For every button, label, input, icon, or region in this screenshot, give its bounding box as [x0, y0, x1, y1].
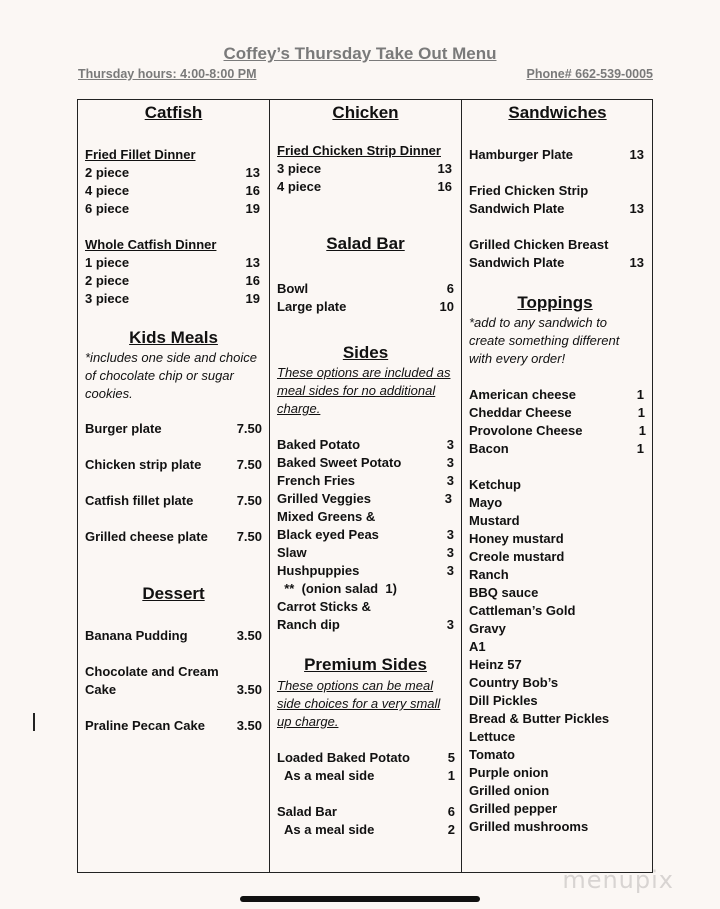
menu-item-label: Fried Chicken Strip	[469, 183, 589, 198]
topping-item: Mayo	[469, 495, 503, 510]
menu-item-label: Ranch dip	[277, 617, 340, 632]
menu-item-price: 7.50	[236, 457, 262, 472]
menu-item-label: Salad Bar	[277, 804, 337, 819]
menu-item-label: Sandwich Plate	[469, 201, 565, 216]
text-cursor	[33, 713, 35, 731]
menu-item-label: Hushpuppies	[277, 563, 360, 578]
menu-item-price: 16	[245, 273, 260, 288]
menu-item-price: 16	[245, 183, 260, 198]
topping-item: Heinz 57	[469, 657, 522, 672]
menu-item-label: Burger plate	[85, 421, 162, 436]
menu-item-label: Catfish fillet plate	[85, 493, 194, 508]
phone-text: Phone# 662-539-0005	[526, 67, 653, 81]
topping-item: BBQ sauce	[469, 585, 539, 600]
topping-item: Country Bob’s	[469, 675, 559, 690]
menu-item-label: As a meal side	[284, 768, 375, 783]
premium-sides-heading: Premium Sides	[304, 655, 427, 674]
menu-item-label: Black eyed Peas	[277, 527, 379, 542]
menu-item-price: 13	[437, 161, 452, 176]
menu-item-label: Praline Pecan Cake	[85, 718, 205, 733]
menu-item-price: 1	[637, 405, 645, 420]
topping-item: Grilled mushrooms	[469, 819, 589, 834]
kids-note: *includes one side and choice	[85, 350, 258, 365]
menu-item-price: 3	[446, 563, 454, 578]
menu-item-price: 3.50	[236, 682, 262, 697]
menu-item-label: Grilled Chicken Breast	[469, 237, 609, 252]
menu-item-price: 19	[245, 291, 260, 306]
menu-item-label: Bowl	[277, 281, 309, 296]
menu-item-price: 16	[437, 179, 452, 194]
sides-heading: Sides	[342, 343, 389, 362]
column-divider	[269, 99, 270, 873]
menu-item-label: Grilled cheese plate	[85, 529, 208, 544]
menu-item-label: 6 piece	[85, 201, 130, 216]
topping-item: Ketchup	[469, 477, 521, 492]
menu-item-price: 3	[446, 455, 454, 470]
menu-item-label: Chocolate and Cream	[85, 664, 219, 679]
menu-item-label: Cake	[85, 682, 117, 697]
menu-item-label: Loaded Baked Potato	[277, 750, 410, 765]
toppings-note: *add to any sandwich to	[469, 315, 608, 330]
topping-item: Mustard	[469, 513, 520, 528]
menu-item-label: Baked Sweet Potato	[277, 455, 402, 470]
menu-item-label: 1 piece	[85, 255, 130, 270]
sides-note: meal sides for no additional	[277, 383, 436, 398]
menu-item-price: 5	[447, 750, 455, 765]
menu-item-price: 13	[629, 255, 644, 270]
menu-item-label: Sandwich Plate	[469, 255, 565, 270]
menu-item-price: 1	[636, 387, 644, 402]
topping-item: A1	[469, 639, 486, 654]
menu-item-price: 3	[446, 617, 454, 632]
topping-item: Creole mustard	[469, 549, 565, 564]
fillet-dinner-title: Fried Fillet Dinner	[85, 147, 196, 162]
menu-item-price: 3	[446, 473, 454, 488]
menu-item-price: 7.50	[236, 529, 262, 544]
menu-item-price: 3.50	[236, 718, 262, 733]
column-divider	[461, 99, 462, 873]
dessert-heading: Dessert	[142, 584, 205, 603]
menu-item-label: Provolone Cheese	[469, 423, 583, 438]
premium-note: side choices for a very small	[277, 696, 441, 711]
menu-item-price: 3	[446, 527, 454, 542]
menu-item-price: 13	[245, 255, 260, 270]
menu-item-price: 7.50	[236, 421, 262, 436]
topping-item: Grilled pepper	[469, 801, 558, 816]
menu-item-label: Hamburger Plate	[469, 147, 574, 162]
kids-meals-heading: Kids Meals	[129, 328, 218, 347]
menu-item-price: 13	[629, 147, 644, 162]
menu-item-label: 3 piece	[85, 291, 130, 306]
menu-item-price: 1	[638, 423, 646, 438]
menu-item-price: 1	[636, 441, 644, 456]
sides-note: These options are included as	[277, 365, 451, 380]
menu-item-label: 2 piece	[85, 273, 130, 288]
toppings-note: with every order!	[469, 351, 566, 366]
menu-item-price: 2	[447, 822, 455, 837]
topping-item: Ranch	[469, 567, 509, 582]
chicken-heading: Chicken	[332, 103, 399, 122]
menu-item-label: American cheese	[469, 387, 576, 402]
menu-item-price: 1	[447, 768, 455, 783]
menu-item-label: Grilled Veggies	[277, 491, 371, 506]
menu-item-price: 10	[439, 299, 454, 314]
menu-item-price: 19	[245, 201, 260, 216]
menu-item-label: 4 piece	[85, 183, 130, 198]
menu-item-label: 2 piece	[85, 165, 130, 180]
sandwiches-heading: Sandwiches	[508, 103, 607, 122]
menu-item-label: Carrot Sticks &	[277, 599, 371, 614]
topping-item: Tomato	[469, 747, 515, 762]
topping-item: Dill Pickles	[469, 693, 538, 708]
menu-item-label: As a meal side	[284, 822, 375, 837]
menu-item-price: 7.50	[236, 493, 262, 508]
watermark: menupix	[562, 866, 674, 894]
menu-item-price: 6	[446, 281, 454, 296]
home-indicator-bar[interactable]	[240, 896, 480, 902]
topping-item: Bread & Butter Pickles	[469, 711, 610, 726]
topping-item: Lettuce	[469, 729, 516, 744]
menu-item-label: Banana Pudding	[85, 628, 188, 643]
sides-note: charge.	[277, 401, 321, 416]
premium-note: These options can be meal	[277, 678, 434, 693]
topping-item: Honey mustard	[469, 531, 564, 546]
menu-item-label: ** (onion salad 1)	[277, 581, 397, 596]
kids-note: of chocolate chip or sugar	[85, 368, 234, 383]
topping-item: Grilled onion	[469, 783, 550, 798]
menu-item-price: 3	[444, 491, 452, 506]
menu-item-label: Large plate	[277, 299, 347, 314]
salad-bar-heading: Salad Bar	[326, 234, 405, 253]
catfish-heading: Catfish	[144, 103, 203, 122]
toppings-note: create something different	[469, 333, 620, 348]
menu-item-price: 13	[245, 165, 260, 180]
menu-item-price: 3	[446, 437, 454, 452]
premium-note: up charge.	[277, 714, 339, 729]
whole-catfish-title: Whole Catfish Dinner	[85, 237, 217, 252]
menu-item-price: 3	[446, 545, 454, 560]
menu-item-label: Bacon	[469, 441, 509, 456]
toppings-heading: Toppings	[517, 293, 593, 312]
chicken-dinner-title: Fried Chicken Strip Dinner	[277, 143, 441, 158]
menu-item-label: Baked Potato	[277, 437, 361, 452]
hours-text: Thursday hours: 4:00-8:00 PM	[78, 67, 257, 81]
menu-item-label: French Fries	[277, 473, 356, 488]
menu-title: Coffey’s Thursday Take Out Menu	[223, 44, 497, 63]
menu-item-label: Chicken strip plate	[85, 457, 202, 472]
menu-item-price: 6	[447, 804, 455, 819]
menu-item-label: Slaw	[277, 545, 307, 560]
menu-item-price: 3.50	[236, 628, 262, 643]
kids-note: cookies.	[85, 386, 133, 401]
topping-item: Gravy	[469, 621, 506, 636]
topping-item: Purple onion	[469, 765, 549, 780]
topping-item: Cattleman’s Gold	[469, 603, 576, 618]
menu-item-label: Cheddar Cheese	[469, 405, 572, 420]
menu-item-label: 3 piece	[277, 161, 322, 176]
menu-item-label: 4 piece	[277, 179, 322, 194]
menu-item-price: 13	[629, 201, 644, 216]
menu-item-label: Mixed Greens &	[277, 509, 376, 524]
